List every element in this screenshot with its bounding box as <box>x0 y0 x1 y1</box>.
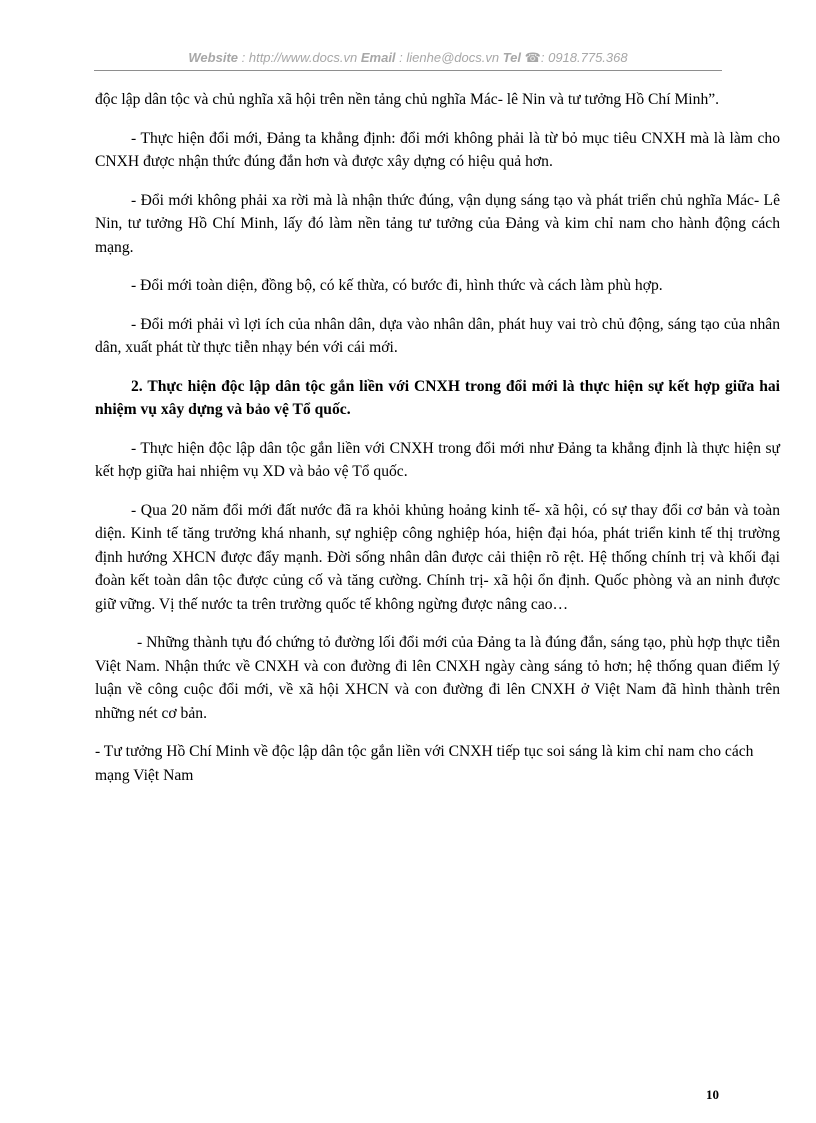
section-heading: 2. Thực hiện độc lập dân tộc gắn liền với CNXH trong đổi mới là thực hiện sự kết hợp giữa hai nhiệm vụ xây dựng và bảo vệ Tổ quốc. <box>95 377 780 418</box>
paragraph-bullet: - Đổi mới không phải xa rời mà là nhận thức đúng, vận dụng sáng tạo và phát triển chủ nghĩa Mác- Lê Nin, tư tưởng Hồ Chí Minh, lấy đó làm nền tảng tư tưởng của Đảng và kim chỉ nam cho hành động cách mạng. <box>95 191 780 256</box>
email-label: Email <box>360 50 396 65</box>
paragraph-bullet: - Qua 20 năm đổi mới đất nước đã ra khỏi khủng hoảng kinh tế- xã hội, có sự thay đổi cơ bản và toàn diện. Kinh tế tăng trưởng khá nhanh, sự nghiệp công nghiệp hóa, hiện đại hóa, phát triển kinh tế thị trường định hướng XHCN được đẩy mạnh. Đời sống nhân dân được cải thiện rõ rệt. Hệ thống chính trị và khối đại đoàn kết toàn dân tộc được củng cố và tăng cường. Chính trị- xã hội ổn định. Quốc phòng và an ninh được giữ vững. Vị thế nước ta trên trường quốc tế không ngừng được nâng cao… <box>95 501 780 613</box>
tel-value: : 0918.775.368 <box>540 50 628 65</box>
email-value: : lienhe@docs.vn <box>399 50 500 65</box>
website-label: Website <box>188 50 238 65</box>
page-number: 10 <box>706 1087 719 1102</box>
paragraph-bullet: - Đổi mới toàn diện, đồng bộ, có kế thừa, có bước đi, hình thức và cách làm phù hợp. <box>131 277 663 294</box>
phone-icon: ☎ <box>524 50 541 65</box>
paragraph-continuation: độc lập dân tộc và chủ nghĩa xã hội trên nền tảng chủ nghĩa Mác- lê Nin và tư tưởng Hồ Chí Minh”. <box>95 91 720 108</box>
tel-label: Tel <box>502 50 522 65</box>
paragraph-bullet: - Thực hiện đổi mới, Đảng ta khẳng định: đổi mới không phải là từ bỏ mục tiêu CNXH mà là làm cho CNXH được nhận thức đúng đắn hơn và được xây dựng có hiệu quả hơn. <box>95 129 780 170</box>
paragraph-bullet: - Thực hiện độc lập dân tộc gắn liền với CNXH trong đổi mới như Đảng ta khẳng định là thực hiện sự kết hợp giữa hai nhiệm vụ XD và bảo vệ Tổ quốc. <box>95 439 780 480</box>
header-divider <box>94 70 722 71</box>
document-body <box>95 88 780 787</box>
paragraph-bullet: - Tư tưởng Hồ Chí Minh về độc lập dân tộc gắn liền với CNXH tiếp tục soi sáng là kim chỉ nam cho cách mạng Việt Nam <box>95 743 754 784</box>
website-value: : http://www.docs.vn <box>241 50 358 65</box>
page-header <box>0 50 816 66</box>
paragraph-bullet: - Những thành tựu đó chứng tỏ đường lối đổi mới của Đảng ta là đúng đắn, sáng tạo, phù hợp thực tiễn Việt Nam. Nhận thức về CNXH và con đường đi lên CNXH ngày càng sáng tỏ hơn; hệ thống quan điểm lý luận về công cuộc đổi mới, về xã hội XHCN và con đường đi lên CNXH ở Việt Nam đã hình thành trên những nét cơ bản. <box>95 634 780 722</box>
paragraph-bullet: - Đổi mới phải vì lợi ích của nhân dân, dựa vào nhân dân, phát huy vai trò chủ động, sáng tạo của nhân dân, xuất phát từ thực tiễn nhạy bén với cái mới. <box>95 315 780 356</box>
